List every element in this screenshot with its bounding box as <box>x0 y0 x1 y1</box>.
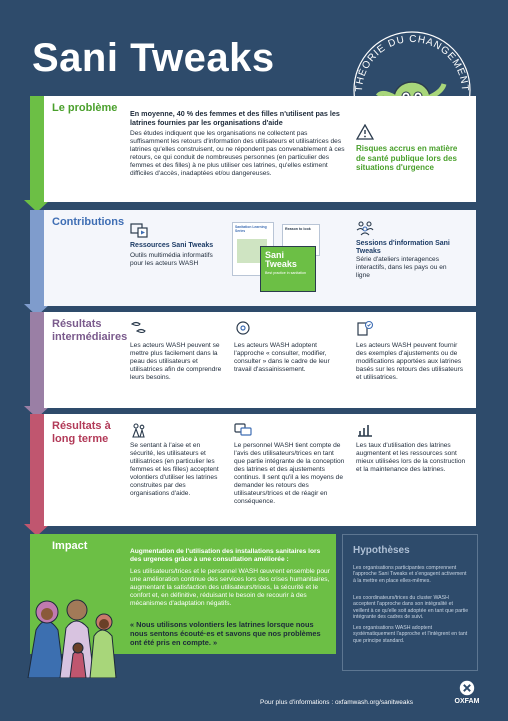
women-illustration <box>20 570 126 678</box>
rail-long-terme <box>30 414 44 526</box>
section-contributions <box>44 210 476 306</box>
intermediaires-col2: Les acteurs WASH adoptent l'approche « consulter, modifier, consulter » dans le cadre de leur travail d'assainissement. <box>234 342 330 373</box>
hypothesis-3: Les organisations WASH adoptent systématiquement l'approche et l'intègrent en tant que principe standard. <box>353 625 468 644</box>
probleme-risk: Risques accrus en matière de santé publique lors des situations d'urgence <box>356 144 458 173</box>
section-impact <box>44 534 336 654</box>
people-group-icon <box>356 220 374 236</box>
rail-contributions <box>30 210 44 306</box>
feet-icon <box>130 320 148 336</box>
hypothesis-2: Les coordinateurs/trices du cluster WASH acceptent l'approche dans son intégralité et veillent à ce qu'elle soit adoptée en tant que partie intégrante des cadres de suivi. <box>353 595 469 621</box>
doc2-title: Reason to look <box>285 227 311 231</box>
contrib-col1-body: Outils multimédia informatifs pour les acteurs WASH <box>130 252 213 267</box>
section-probleme <box>44 96 476 202</box>
warning-icon <box>356 124 374 140</box>
sani-tweaks-book <box>260 246 316 292</box>
doc1-title: Sanitation Learning Series <box>235 225 267 233</box>
chat-icon <box>234 422 252 438</box>
rail-probleme <box>30 96 44 202</box>
hypotheses-title: Hypothèses <box>353 545 410 556</box>
impact-quote: « Nous utilisons volontiers les latrines lorsque nous nous sentons écouté·es et savons que nos problèmes ont été pris en compte. » <box>130 620 321 647</box>
book-sub: Best practice in sanitation <box>265 271 306 275</box>
women-icon <box>130 422 148 438</box>
page-title: Sani Tweaks <box>32 36 275 80</box>
oxfam-logo-icon <box>459 680 475 696</box>
label-long-terme: Résultats à long terme <box>52 420 111 445</box>
book-title: Sani Tweaks <box>265 250 297 269</box>
building-check-icon <box>356 320 374 336</box>
oxfam-logo <box>452 680 482 705</box>
contrib-col1-head: Ressources Sani Tweaks <box>130 242 214 249</box>
chart-up-icon <box>356 422 374 438</box>
footer-link[interactable]: Pour plus d'informations : oxfamwash.org/sanitweaks <box>260 699 413 706</box>
intermediaires-col1: Les acteurs WASH peuvent se mettre plus facilement dans la peau des utilisateurs et utilisatrices afin de comprendre leurs besoins. <box>130 342 222 381</box>
hypothesis-1: Les organisations participantes comprennent l'approche Sani Tweaks et s'engagent activement à la mettre en place elles-mêmes. <box>353 565 467 584</box>
probleme-headline: En moyenne, 40 % des femmes et des filles n'utilisent pas les latrines fournies par les organisations d'aide <box>130 109 340 127</box>
section-intermediaires <box>44 312 476 408</box>
oxfam-wordmark: OXFAM <box>454 698 480 705</box>
cycle-icon <box>234 320 252 336</box>
long-terme-col3: Les taux d'utilisation des latrines augmentent et les ressources sont mieux utilisées lors de la construction et la maintenance des latrines. <box>356 442 466 473</box>
probleme-body: Des études indiquent que les organisations ne collectent pas suffisamment les retours d'information des utilisateurs et utilisatrices des latrines qu'elles construisent, ou ne répondent pas convenablement à ces retours, ce qui conduit de nombreuses personnes (en particulier des femmes et des filles) à ne plus utiliser ces latrines, qu'elles estiment difficiles d'accès, inadaptées et/ou dangereuses. <box>130 130 345 177</box>
intermediaires-col3: Les acteurs WASH peuvent fournir des exemples d'ajustements ou de modifications apportées aux latrines basés sur les retours des utilisateurs et utilisatrices. <box>356 342 464 381</box>
label-contributions: Contributions <box>52 216 125 228</box>
contrib-col3-body: Série d'ateliers interagences interactifs, dans les pays ou en ligne <box>356 256 447 279</box>
label-impact: Impact <box>52 540 88 552</box>
contrib-col3-head: Sessions d'information Sani Tweaks <box>356 240 450 256</box>
label-probleme: Le problème <box>52 102 118 114</box>
media-icon <box>130 222 148 238</box>
badge-text: THÉORIE DU CHANGEMENT <box>353 33 471 93</box>
section-long-terme <box>44 414 476 526</box>
section-hypotheses <box>342 534 478 671</box>
impact-body: Les utilisateurs/trices et le personnel WASH œuvrent ensemble pour une amélioration continue des services lors des crises humanitaires, augmentant la satisfaction des utilisateurs/trices, la sécurité et le confort et, en définitive, réduisant le besoin de recourir à des mécanismes d'adaptation négatifs. <box>130 568 330 607</box>
rail-intermediaires <box>30 312 44 408</box>
long-terme-col2: Le personnel WASH tient compte de l'avis des utilisateurs/trices en tant que partie intégrante de la conception des latrines et des ajustements continus. Il sent qu'il a les moyens de demander les retours des utilisateurs/trices et de réagir en conséquence. <box>234 442 345 505</box>
label-intermediaires: Résultats intermédiaires <box>52 318 128 343</box>
impact-headline: Augmentation de l'utilisation des installations sanitaires lors des urgences grâce à une consultation améliorée : <box>130 548 321 563</box>
long-terme-col1: Se sentant à l'aise et en sécurité, les utilisateurs et utilisatrices (en particulier les femmes et les filles) acceptent volontiers d'utiliser les latrines construites par des organisations d'aide. <box>130 442 219 497</box>
